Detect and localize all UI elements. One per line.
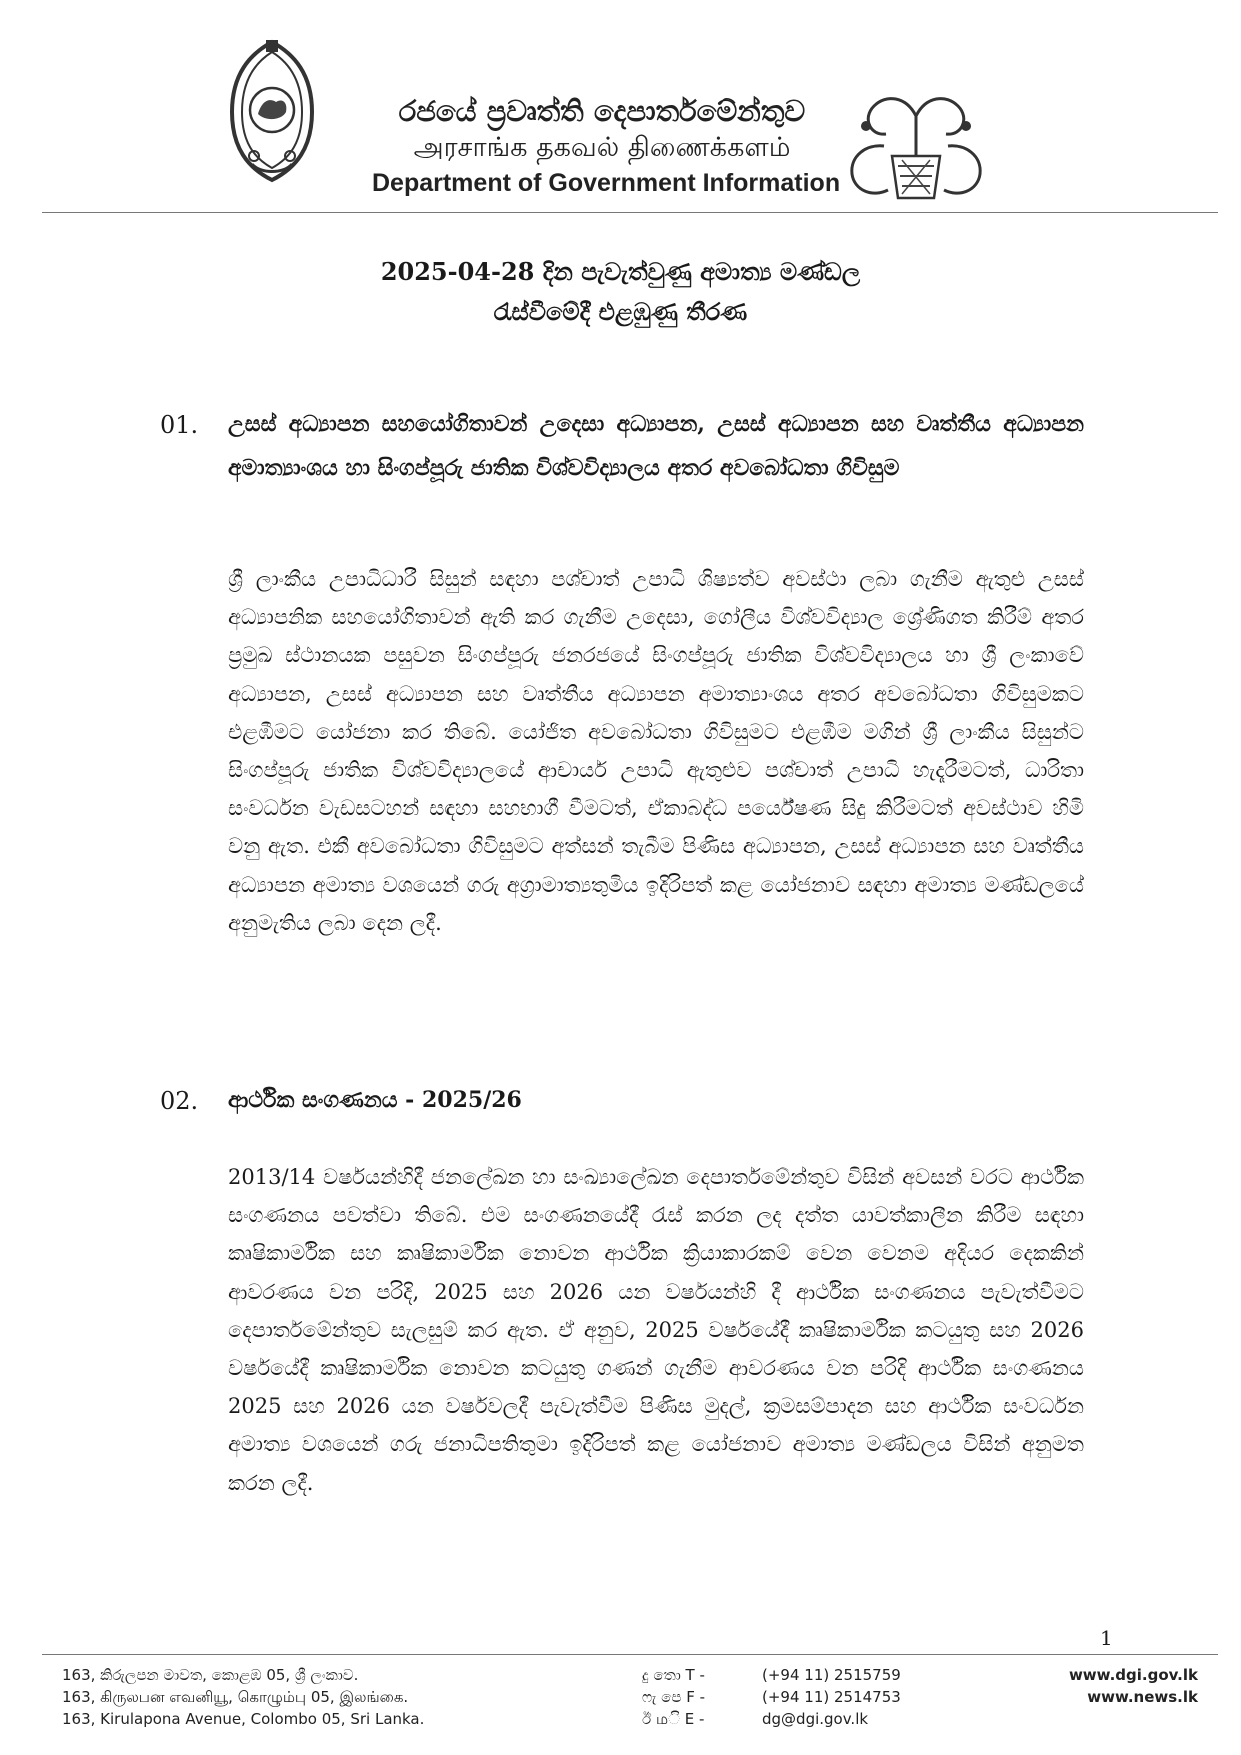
contact-value: (+94 11) 2514753 <box>762 1688 901 1706</box>
traditional-ornament-icon <box>836 86 996 208</box>
address-sinhala: 163, කිරුලපන මාවත, කොළඹ 05, ශ්‍රී ලංකාව. <box>62 1666 359 1684</box>
address-tamil: 163, கிருலபன எவனியூ, கொழும்பு 05, இலங்கை. <box>62 1688 409 1706</box>
government-emblem <box>222 36 322 188</box>
document-title-line-1: 2025-04-28 දින පැවැත්වුණු අමාත්‍ය මණ්ඩල <box>380 257 861 286</box>
section-body: ශ්‍රී ලාංකීය උපාධිධාරී සිසුන් සඳහා පශ්චාත් උපාධි ශිෂ්‍යත්ව අවස්ථා ලබා ගැනීම ඇතුළු උසස් අධ්‍යාපනික සහයෝගිතාවන් ඇති කර ගැනීම උදෙසා, ගෝලීය විශ්වවිද්‍යාල ශ්‍රේණිගත කිරීම් අතර ප්‍රමුඛ ස්ථානයක පසුවන සිංගප්පූරු ජනරජයේ සිංගප්පූරු ජාතික විශ්වවිද්‍යාලය හා ශ්‍රී ලංකාවේ අධ්‍යාපන, උසස් අධ්‍යාපන සහ වෘත්තීය අධ්‍යාපන අමාත්‍යාංශය අතර අවබෝධතා ගිවිසුමකට එළඹීමට යෝජනා කර තිබේ. යෝජිත අවබෝධතා ගිවිසුමට එළඹීම මගින් ශ්‍රී ලාංකීය සිසුන්ට සිංගප්පූරු ජාතික විශ්වවිද්‍යාලයේ ආචාර්ය උපාධි ඇතුළුව පශ්චාත් උපාධි හැදෑරීමටත්, ධාරිතා සංවර්ධන වැඩසටහන් සඳහා සහභාගී වීමටත්, ඒකාබද්ධ පර්යේෂණ සිදු කිරීමටත් අවස්ථාව හිමි වනු ඇත. එකී අවබෝධතා ගිවිසුමට අත්සන් තැබීම පිණිස අධ්‍යාපන, උසස් අධ්‍යාපන සහ වෘත්තීය අධ්‍යාපන අමාත්‍ය වශයෙන් ගරු අග්‍රාමාත්‍යතුමිය ඉදිරිපත් කළ යෝජනාව සඳහා අමාත්‍ය මණ්ඩලයේ අනුමැතිය ලබා දෙන ලදී. <box>228 567 1084 935</box>
website-link[interactable]: www.dgi.gov.lk <box>1068 1666 1198 1684</box>
footer-contacts <box>642 1664 901 1730</box>
footer-websites <box>1068 1664 1198 1708</box>
header-divider <box>42 212 1218 213</box>
contact-label: දු තො T - <box>642 1666 705 1684</box>
document-title-line-2: රැස්වීමේදී එළඹුණු තීරණ <box>493 297 748 326</box>
section-number: 02. <box>160 1087 199 1115</box>
page-number: 1 <box>1100 1626 1113 1650</box>
contact-value: (+94 11) 2515759 <box>762 1666 901 1684</box>
department-name-english: Department of Government Information <box>372 169 841 197</box>
sri-lanka-emblem-icon <box>222 36 322 188</box>
contact-fax <box>642 1686 901 1708</box>
department-name <box>372 92 841 200</box>
section-heading: උසස් අධ්‍යාපන සහයෝගිතාවන් උදෙසා අධ්‍යාපන, උසස් අධ්‍යාපන සහ වෘත්තීය අධ්‍යාපන අමාත්‍යාංශය හා සිංගප්පූරු ජාතික විශ්වවිද්‍යාලය අතර අවබෝධතා ගිවිසුම <box>228 411 1084 481</box>
section-heading: ආර්ථික සංගණනය - 2025/26 <box>228 1087 522 1113</box>
section-number: 01. <box>160 411 199 439</box>
contact-email <box>642 1708 901 1730</box>
website-link[interactable]: www.news.lk <box>1087 1688 1198 1706</box>
section-body: 2013/14 වර්ෂයන්හිදී ජනලේඛන හා සංඛ්‍යාලේඛන දෙපාර්තමේන්තුව විසින් අවසන් වරට ආර්ථික සංගණනය පවත්වා තිබේ. එම සංගණනයේදී රැස් කරන ලද දත්ත යාවත්කාලීන කිරීම සඳහා කෘෂිකාර්මික සහ කෘෂිකාර්මික නොවන ආර්ථික ක්‍රියාකාරකම් වෙන වෙනම අදියර දෙකකින් ආවරණය වන පරිදි, 2025 සහ 2026 යන වර්ෂයන්හි දී ආර්ථික සංගණනය පැවැත්වීමට දෙපාර්තමේන්තුව සැලසුම් කර ඇත. ඒ අනුව, 2025 වර්ෂයේදී කෘෂිකාර්මික කටයුතු සහ 2026 වර්ෂයේදී කෘෂිකාර්මික නොවන කටයුතු ගණන් ගැනීම ආවරණය වන පරිදි ආර්ථික සංගණනය 2025 සහ 2026 යන වර්ෂවලදී පැවැත්වීම පිණිස මුදල්, ක්‍රමසම්පාදන සහ ආර්ථික සංවර්ධන අමාත්‍ය වශයෙන් ගරු ජනාධිපතිතුමා ඉදිරිපත් කළ යෝජනාව අමාත්‍ය මණ්ඩලය විසින් අනුමත කරන ලදී. <box>228 1165 1084 1495</box>
footer-divider <box>42 1654 1218 1655</box>
contact-label: ෆැ පෙ F - <box>642 1688 706 1706</box>
footer-address <box>62 1664 424 1730</box>
address-english: 163, Kirulapona Avenue, Colombo 05, Sri Lanka. <box>62 1710 425 1728</box>
header-ornament <box>836 86 996 208</box>
document-title <box>300 252 941 332</box>
department-name-tamil: அரசாங்க தகவல் திணைக்களம் <box>413 132 791 163</box>
contact-telephone <box>642 1664 901 1686</box>
department-name-sinhala: රජයේ ප්‍රවෘත්ති දෙපාර්තමේන්තුව <box>398 94 806 128</box>
contact-value: dg@dgi.gov.lk <box>762 1710 869 1728</box>
contact-label: ඊ மි E - <box>642 1710 705 1728</box>
